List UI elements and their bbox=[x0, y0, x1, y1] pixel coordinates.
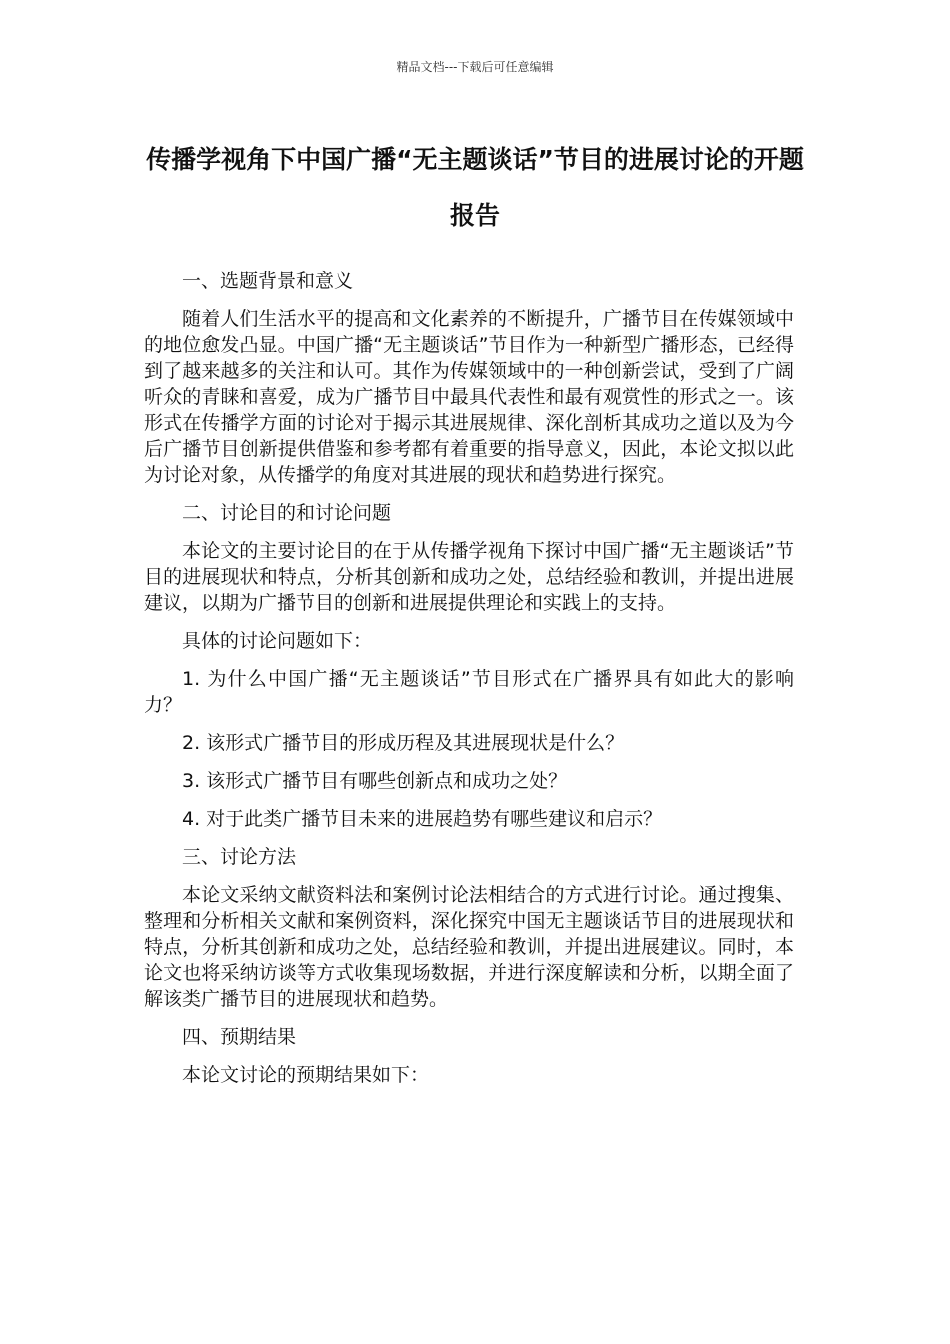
section-heading-method: 三、讨论方法 bbox=[182, 846, 297, 868]
section-heading-background: 一、选题背景和意义 bbox=[182, 270, 354, 292]
question-item-4: 4. 对于此类广播节目未来的进展趋势有哪些建议和启示？ bbox=[182, 808, 663, 830]
paragraph-background: 随着人们生活水平的提高和文化素养的不断提升，广播节目在传媒领域中的地位愈发凸显。中国广播“无主题谈话”节目作为一种新型广播形态，已经得到了越来越多的关注和认可。其作为传媒领域中的一种创新尝试，受到了广阔听众的青睐和喜爱，成为广播节目中最具代表性和最有观赏性的形式之一。该形式在传播学方面的讨论对于揭示其进展规律、深化剖析其成功之道以及为今后广播节目创新提供借鉴和参考都有着重要的指导意义，因此，本论文拟以此为讨论对象，从传播学的角度对其进展的现状和趋势进行探究。 bbox=[144, 308, 794, 486]
paragraph-purpose: 本论文的主要讨论目的在于从传播学视角下探讨中国广播“无主题谈话”节目的进展现状和特点，分析其创新和成功之处，总结经验和教训，并提出进展建议，以期为广播节目的创新和进展提供理论和实践上的支持。 bbox=[144, 540, 794, 614]
section-heading-expected-results: 四、预期结果 bbox=[182, 1026, 297, 1048]
section-heading-purpose: 二、讨论目的和讨论问题 bbox=[182, 502, 392, 524]
document-header-note: 精品文档---下载后可任意编辑 bbox=[396, 60, 554, 74]
paragraph-method: 本论文采纳文献资料法和案例讨论法相结合的方式进行讨论。通过搜集、整理和分析相关文献和案例资料，深化探究中国无主题谈话节目的进展现状和特点，分析其创新和成功之处，总结经验和教训，并提出进展建议。同时，本论文也将采纳访谈等方式收集现场数据，并进行深度解读和分析，以期全面了解该类广播节目的进展现状和趋势。 bbox=[144, 884, 794, 1010]
document-title: 传播学视角下中国广播“无主题谈话”节目的进展讨论的开题报告 bbox=[146, 145, 804, 230]
paragraph-questions-intro: 具体的讨论问题如下： bbox=[182, 630, 373, 652]
paragraph-expected-results: 本论文讨论的预期结果如下： bbox=[182, 1064, 430, 1086]
question-item-1: 1. 为什么中国广播“无主题谈话”节目形式在广播界具有如此大的影响力？ bbox=[144, 668, 794, 716]
document-body bbox=[144, 268, 794, 1100]
question-item-2: 2. 该形式广播节目的形成历程及其进展现状是什么？ bbox=[182, 732, 625, 754]
question-item-3: 3. 该形式广播节目有哪些创新点和成功之处？ bbox=[182, 770, 568, 792]
